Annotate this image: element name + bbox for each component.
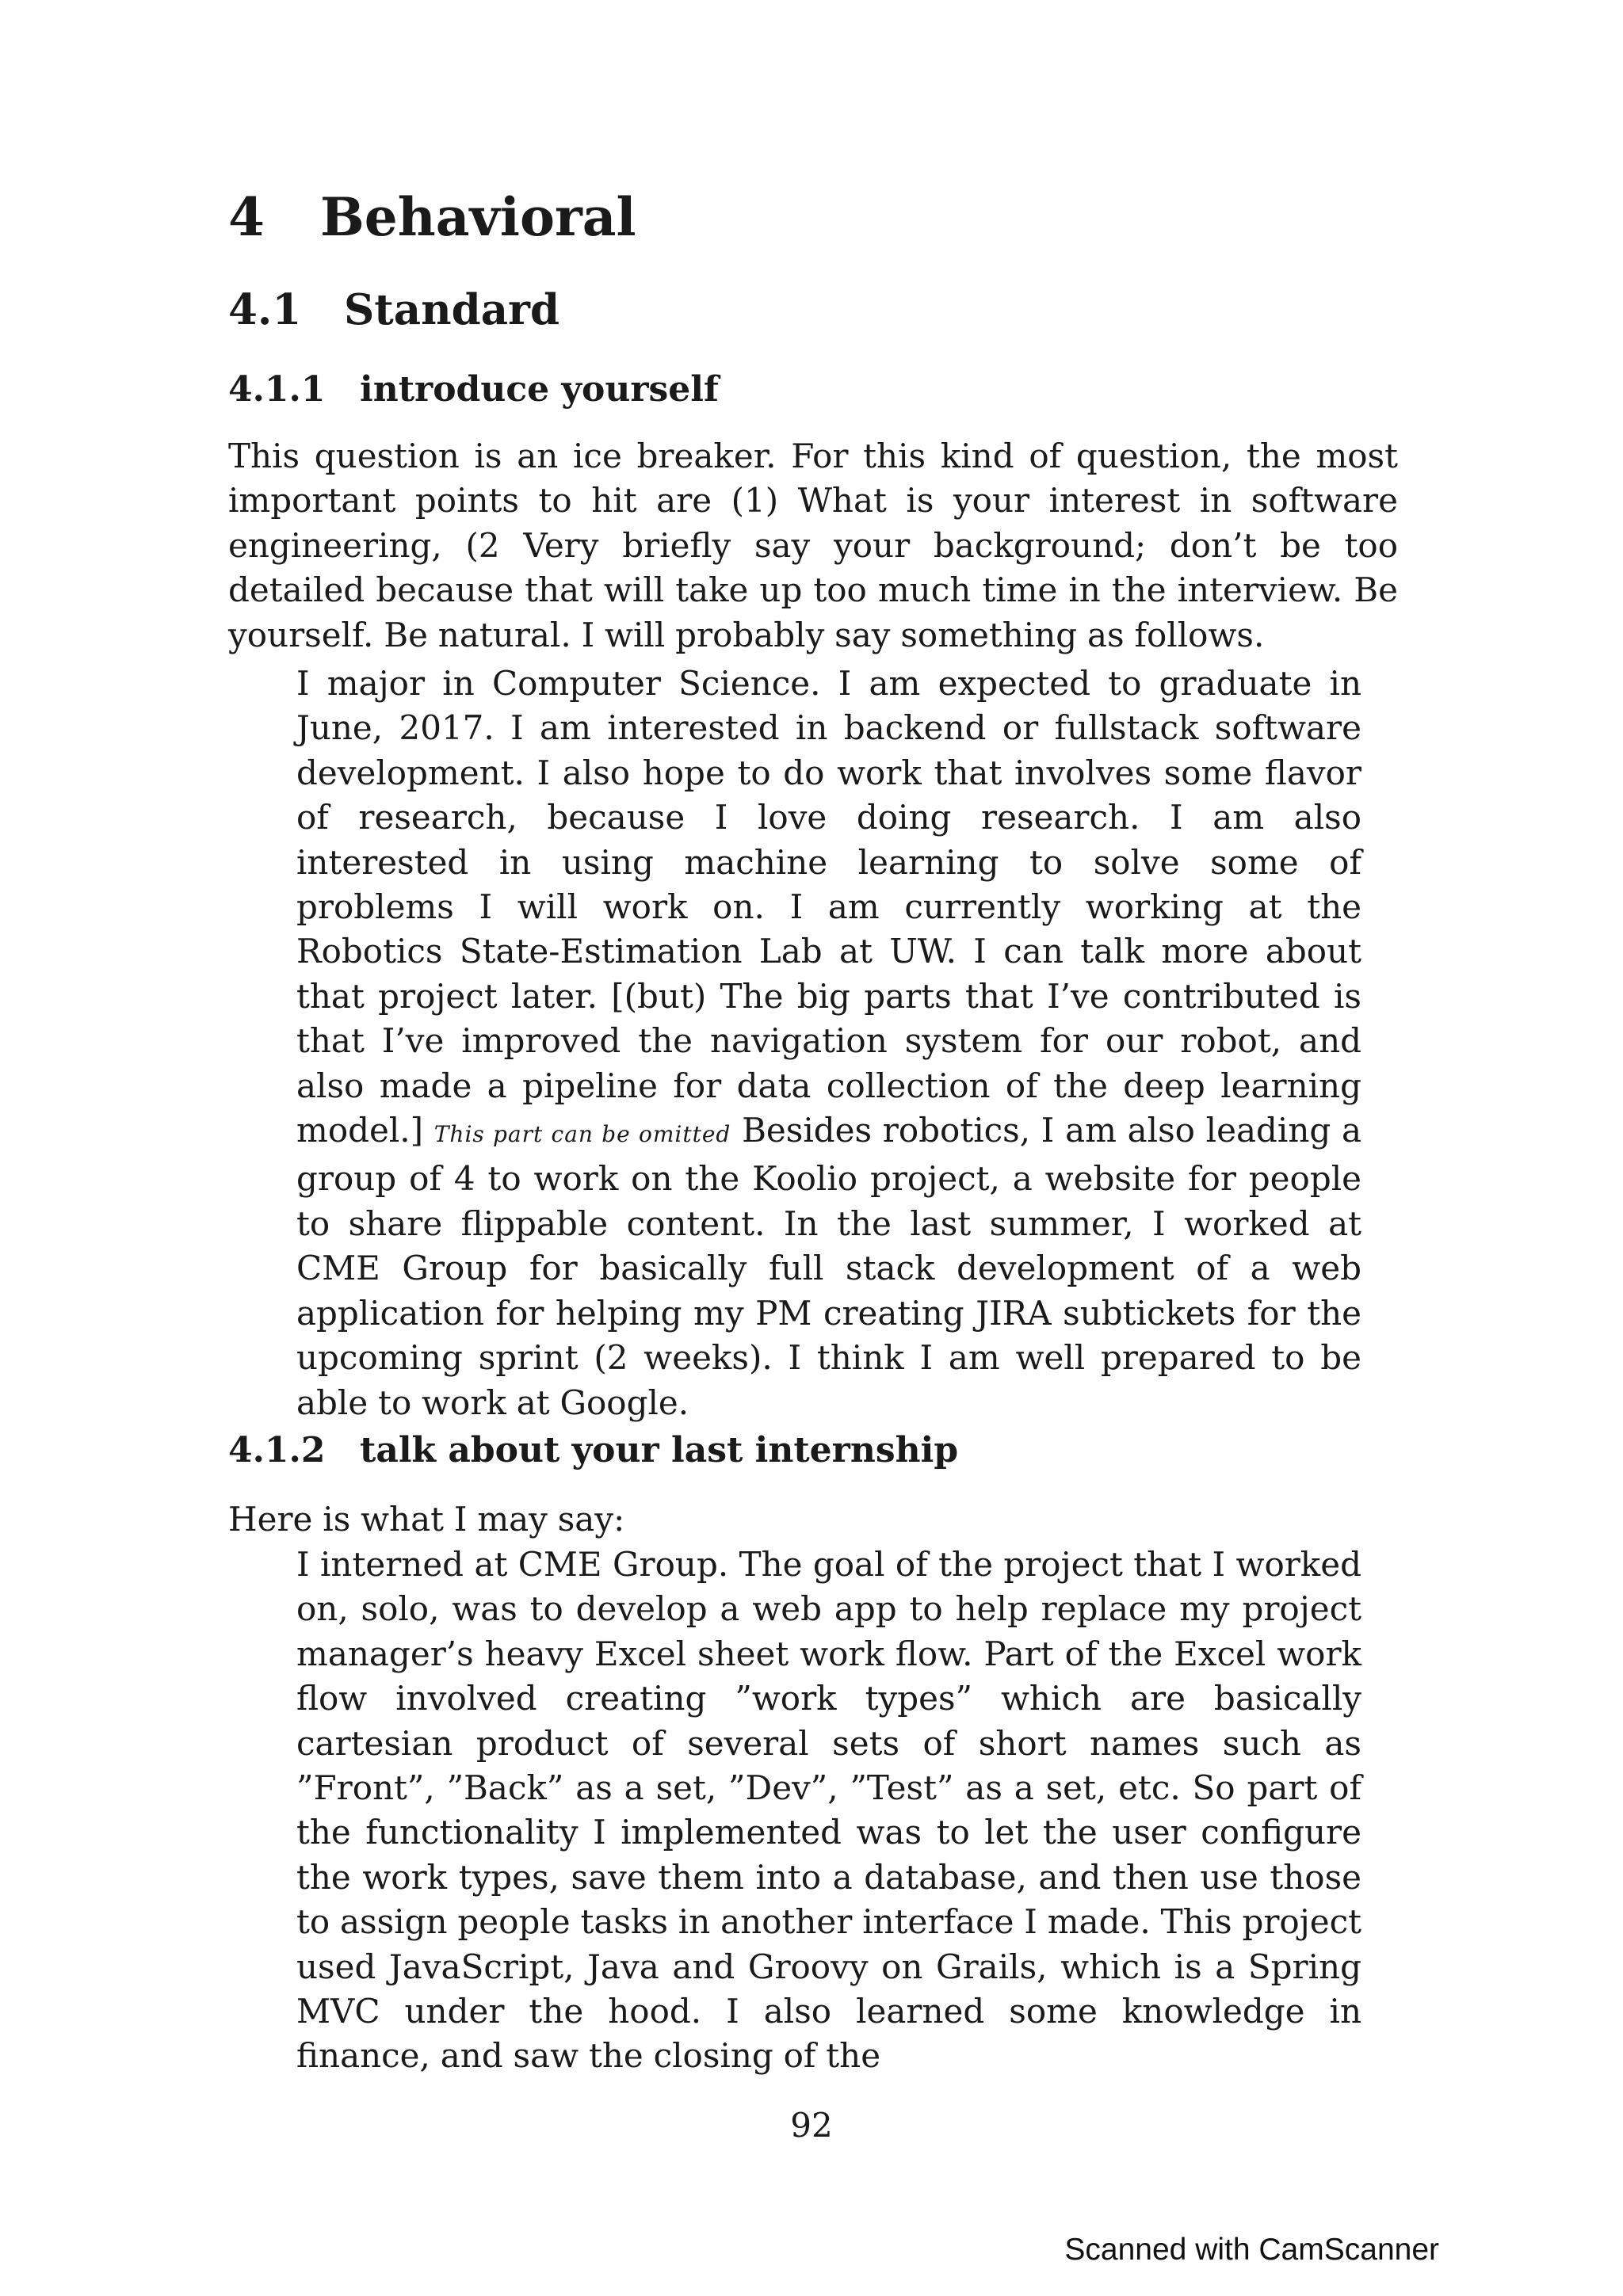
section-title: Standard: [344, 285, 560, 334]
quote-text-part2: Besides robotics, I am also leading a group of 4 to work on the Koolio project, a website for people to share flippable content. In the last summer, I worked at CME Group for basically full stack development of a web application for helping my PM creating JIRA subtickets for the upcoming sprint (2 weeks). I think I am well prepared to be able to work at Google.: [296, 1111, 1362, 1422]
section-heading: [228, 287, 559, 333]
subsection-title: talk about your last internship: [360, 1430, 959, 1470]
subsection-heading-introduce: [228, 371, 719, 409]
introduce-quote: [296, 662, 1361, 1425]
chapter-number: 4: [228, 186, 265, 248]
internship-quote: I interned at CME Group. The goal of the project that I worked on, solo, was to develop a web app to help replace my project manager’s heavy Excel sheet work flow. Part of the Excel work flow involved creating ”work types” which are basically cartesian product of several sets of short names such as ”Front”, ”Back” as a set, ”Dev”, ”Test” as a set, etc. So part of the functionality I implemented was to let the user configure the work types, save them into a database, and then use those to assign people tasks in another interface I made. This project used JavaScript, Java and Groovy on Grails, which is a Spring MVC under the hood. I also learned some knowledge in finance, and saw the closing of the: [296, 1545, 1361, 2076]
subsection-number: 4.1.1: [228, 369, 326, 410]
subsection-title: introduce yourself: [360, 369, 719, 410]
section-number: 4.1: [228, 285, 302, 334]
quote-text-part1: I major in Computer Science. I am expected to graduate in June, 2017. I am interested in backend or fullstack software development. I also hope to do work that involves some flavor of research, because I love doing research. I am also interested in using machine learning to solve some of problems I will work on. I am currently working at the Robotics State-Estimation Lab at UW. I can talk more about that project later. [(but) The big parts that I’ve contributed is that I’ve improved the navigation system for our robot, and also made a pipeline for data collection of the deep learning model.]: [296, 664, 1361, 1150]
page-number: 92: [790, 2106, 833, 2145]
scanner-watermark: Scanned with CamScanner: [1064, 2233, 1439, 2267]
chapter-title: Behavioral: [320, 186, 636, 248]
subsection-heading-internship: [228, 1432, 958, 1470]
subsection-number: 4.1.2: [228, 1430, 326, 1470]
intro-paragraph: This question is an ice breaker. For this kind of question, the most important points to hit are (1) What is your interest in software engineering, (2 Very briefly say your background; don’t be too detailed because that will take up too much time in the interview. Be yourself. Be natural. I will probably say something as follows.: [228, 437, 1398, 654]
chapter-heading: [228, 186, 636, 248]
internship-intro-paragraph: Here is what I may say:: [228, 1500, 625, 1539]
omit-note: This part can be omitted: [433, 1121, 731, 1148]
